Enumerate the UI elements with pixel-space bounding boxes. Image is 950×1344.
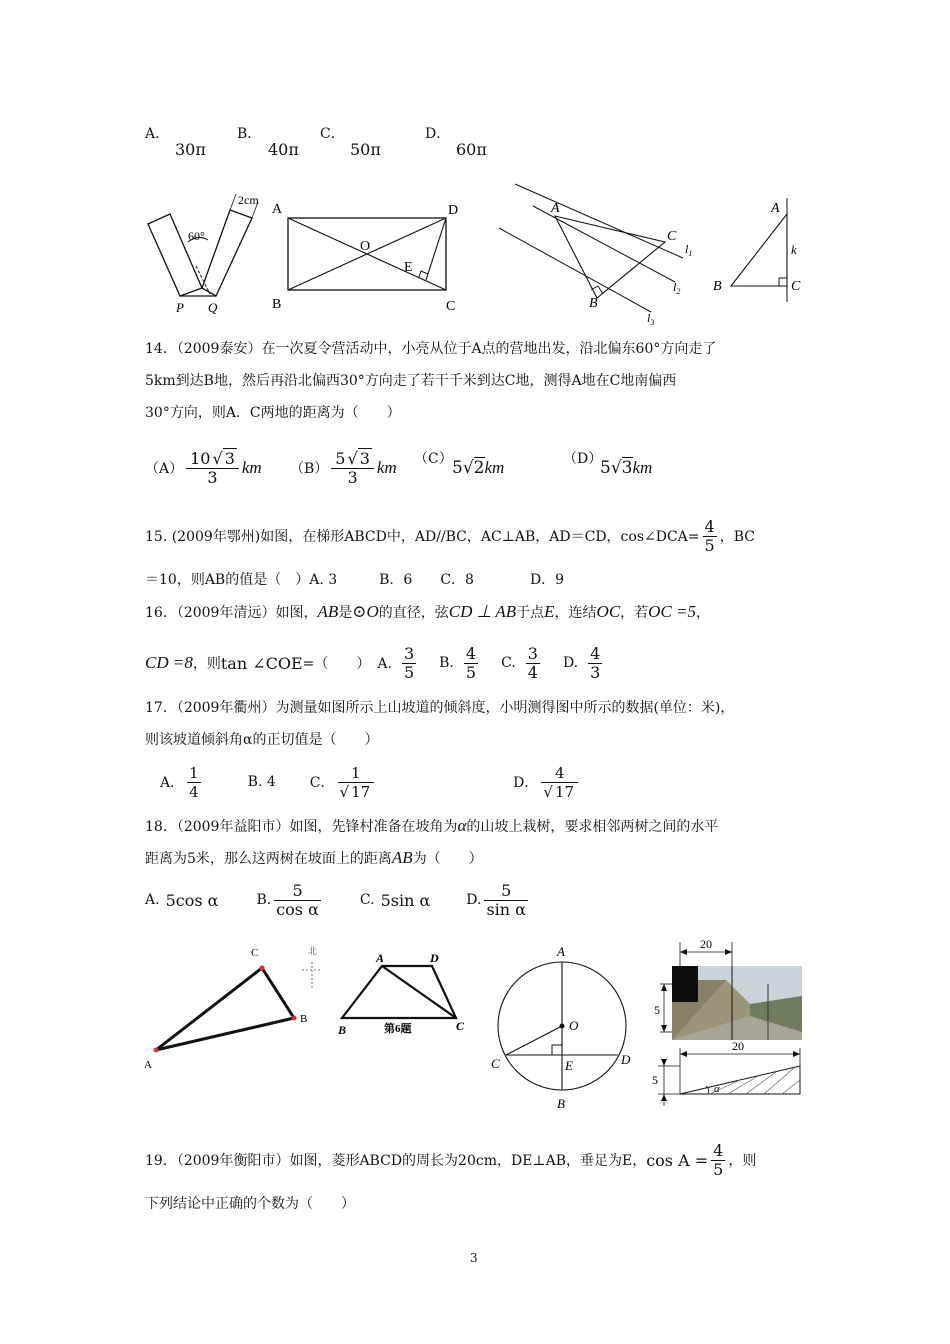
q14-option-a-label: （A）: [145, 461, 184, 477]
q16-option-b-fraction: $\frac{4}{5}$: [465, 643, 477, 682]
q14-option-d: 5√3km: [600, 458, 653, 478]
figure-triangle-north: [140, 940, 330, 1075]
fig2-label-b: B: [272, 297, 282, 312]
q14-line-1: 14．（2009泰安）在一次夏令营活动中，小亮从位于A点的营地出发，沿北偏东60°方向走了: [145, 341, 717, 357]
q13-option-a-value: 30π: [175, 140, 206, 159]
fig5-label-b: B: [300, 1013, 308, 1025]
fig3-label-b: B: [589, 296, 598, 311]
fig8-bottom-width-label: 20: [732, 1039, 744, 1053]
fig6-label-c: C: [456, 1019, 465, 1033]
fig5-label-north: 北: [308, 946, 318, 956]
q14-option-b-unit: km: [376, 458, 397, 477]
fig8-bottom-height-label: 5: [652, 1073, 658, 1087]
q15-line-2: ＝10，则AB的值是（ ）A. 3 B．6 C．8 D．9: [145, 572, 565, 588]
q13-option-a-label: A．: [145, 126, 170, 142]
q16-line-2: CD =8 ，则 tan ∠COE =（ ） A. $\frac{3}{5}$ B. $\frac{4}{5}$ C. $\frac{3}{4}$ D. $\frac{4}{3}$: [145, 643, 601, 682]
q16-option-a-fraction: $\frac{3}{5}$: [403, 643, 415, 682]
figure-circle: [485, 940, 635, 1115]
q18-options: A. 5cos α B. $\frac{5}{\text{cos α}}$ C. 5sin α D. $\frac{5}{\text{sin α}}$: [145, 880, 526, 919]
q17-option-c-fraction: $\frac{1}{√ 17}$: [338, 764, 375, 801]
q14-option-b: [290, 444, 397, 492]
q13-option-b-label: B．: [237, 126, 262, 142]
q15-line-1: 15. (2009年鄂州)如图，在梯形ABCD中，AD//BC，AC⊥AB，AD＝CD，cos∠DCA= $\frac{4}{5}$ ，BC: [145, 516, 755, 555]
page-number: 3: [470, 1251, 478, 1265]
q19-line-1: 19．（2009年衡阳市）如图，菱形ABCD的周长为20cm，DE⊥AB，垂足为E， cos A = $\frac{4}{5}$ ，则: [145, 1140, 757, 1179]
figure-right-triangle: [705, 192, 815, 308]
fig1-angle-label: 60°: [188, 229, 205, 243]
q14-option-a-unit: km: [241, 458, 262, 477]
fig3-label-c: C: [667, 229, 677, 244]
figure-rectangle: [270, 196, 470, 316]
q13-option-d-value: 60π: [456, 140, 487, 159]
fig6-caption: 第6题: [384, 1023, 412, 1035]
fig1-label-q: Q: [208, 300, 218, 315]
fig3-label-l1: $l_1$: [685, 242, 693, 258]
q19-fraction: $\frac{4}{5}$: [713, 1140, 724, 1179]
fig2-label-d: D: [448, 203, 459, 218]
q14-option-a: [145, 444, 262, 492]
q14-option-c: 5√2km: [452, 458, 505, 478]
fig8-photo-height-label: 5: [654, 1003, 660, 1017]
q16-line-1: 16．（2009年清远）如图， AB 是 ⊙ O 的直径，弦 CD ⊥ AB 于点 E ，连结 OC ，若 OC =5 ，: [145, 602, 711, 622]
q17-option-d-fraction: $\frac{4}{√ 17}$: [541, 764, 578, 801]
fig2-label-e: E: [404, 260, 413, 275]
q15-fraction: $\frac{4}{5}$: [704, 516, 715, 555]
q13-option-c-label: C．: [320, 126, 345, 142]
figure-trapezoid: [332, 948, 472, 1038]
q14-line-2: 5km到达B地，然后再沿北偏西30°方向走了若干千米到达C地，测得A地在C地南偏西: [145, 373, 677, 389]
fig7-label-c: C: [491, 1056, 500, 1071]
fig7-label-d: D: [621, 1052, 631, 1067]
fig4-label-k: k: [791, 242, 797, 257]
q16-option-c-fraction: $\frac{3}{4}$: [527, 643, 538, 682]
q17-options: A． $\frac{1}{4}$ B. 4 C． $\frac{1}{√ 17}$ D． $\frac{4}{√ 17}$: [160, 760, 581, 804]
q18-line-1: 18．（2009年益阳市）如图，先锋村准备在坡角为 α 的山坡上栽树，要求相邻两树之间的水平: [145, 816, 719, 835]
fig1-label-p: P: [176, 300, 184, 315]
q14-option-b-label: （B）: [290, 461, 329, 477]
fig2-label-a: A: [272, 202, 283, 217]
fig8-top-width-label: 20: [700, 937, 712, 951]
fig7-label-b: B: [557, 1096, 565, 1111]
fig4-label-c: C: [791, 279, 801, 294]
q17-line-1: 17．（2009年衢州）为测量如图所示上山坡道的倾斜度，小明测得图中所示的数据(单位：米)，: [145, 700, 735, 716]
q14-option-d-label: （D）: [563, 451, 603, 467]
q17-line-2: 则该坡道倾斜角α的正切值是（ ）: [145, 732, 379, 748]
q16-option-d-fraction: $\frac{4}{3}$: [590, 643, 601, 682]
fig6-label-b: B: [338, 1023, 347, 1037]
fig6-label-a: A: [376, 951, 385, 965]
fig7-label-o: O: [569, 1018, 579, 1033]
q19-line-2: 下列结论中正确的个数为（ ）: [145, 1196, 355, 1212]
fig7-label-a: A: [557, 944, 565, 959]
fig1-width-label: 2cm: [238, 193, 259, 207]
fig3-label-l3: $l_3$: [647, 311, 655, 327]
q18-line-2: 距离为5米，那么这两树在坡面上的距离 AB 为（ ）: [145, 848, 483, 867]
q18-option-d-fraction: $\frac{5}{\text{sin α}}$: [486, 880, 526, 919]
fig2-label-c: C: [446, 299, 456, 314]
q14-option-a-fraction: $\frac{10 √ 3}{3}$: [186, 450, 239, 487]
fig8-alpha-label: α: [714, 1083, 720, 1095]
q13-option-d-label: D．: [425, 126, 451, 142]
q13-option-c-value: 50π: [350, 140, 381, 159]
q14-line-3: 30°方向，则A．C两地的距离为（ ）: [145, 405, 401, 421]
q14-option-b-fraction: $\frac{5 √ 3}{3}$: [331, 450, 374, 487]
fig3-label-l2: $l_2$: [673, 280, 681, 296]
fig4-label-a: A: [771, 201, 780, 216]
figure-folded-strip: [140, 188, 270, 320]
fig5-label-c: C: [251, 947, 259, 959]
fig2-label-o: O: [360, 239, 371, 254]
fig6-label-d: D: [430, 951, 439, 965]
figure-parallel-lines: [495, 178, 695, 328]
fig4-label-b: B: [713, 279, 722, 294]
fig7-label-e: E: [565, 1058, 573, 1073]
q17-option-a-fraction: $\frac{1}{4}$: [189, 763, 199, 801]
figure-slope: [650, 936, 810, 1112]
q14-option-c-label: （C）: [414, 451, 453, 467]
fig5-label-a: A: [144, 1059, 152, 1071]
q18-option-b-fraction: $\frac{5}{\text{cos α}}$: [276, 880, 319, 919]
q13-option-b-value: 40π: [268, 140, 299, 159]
fig3-label-a: A: [551, 201, 560, 216]
